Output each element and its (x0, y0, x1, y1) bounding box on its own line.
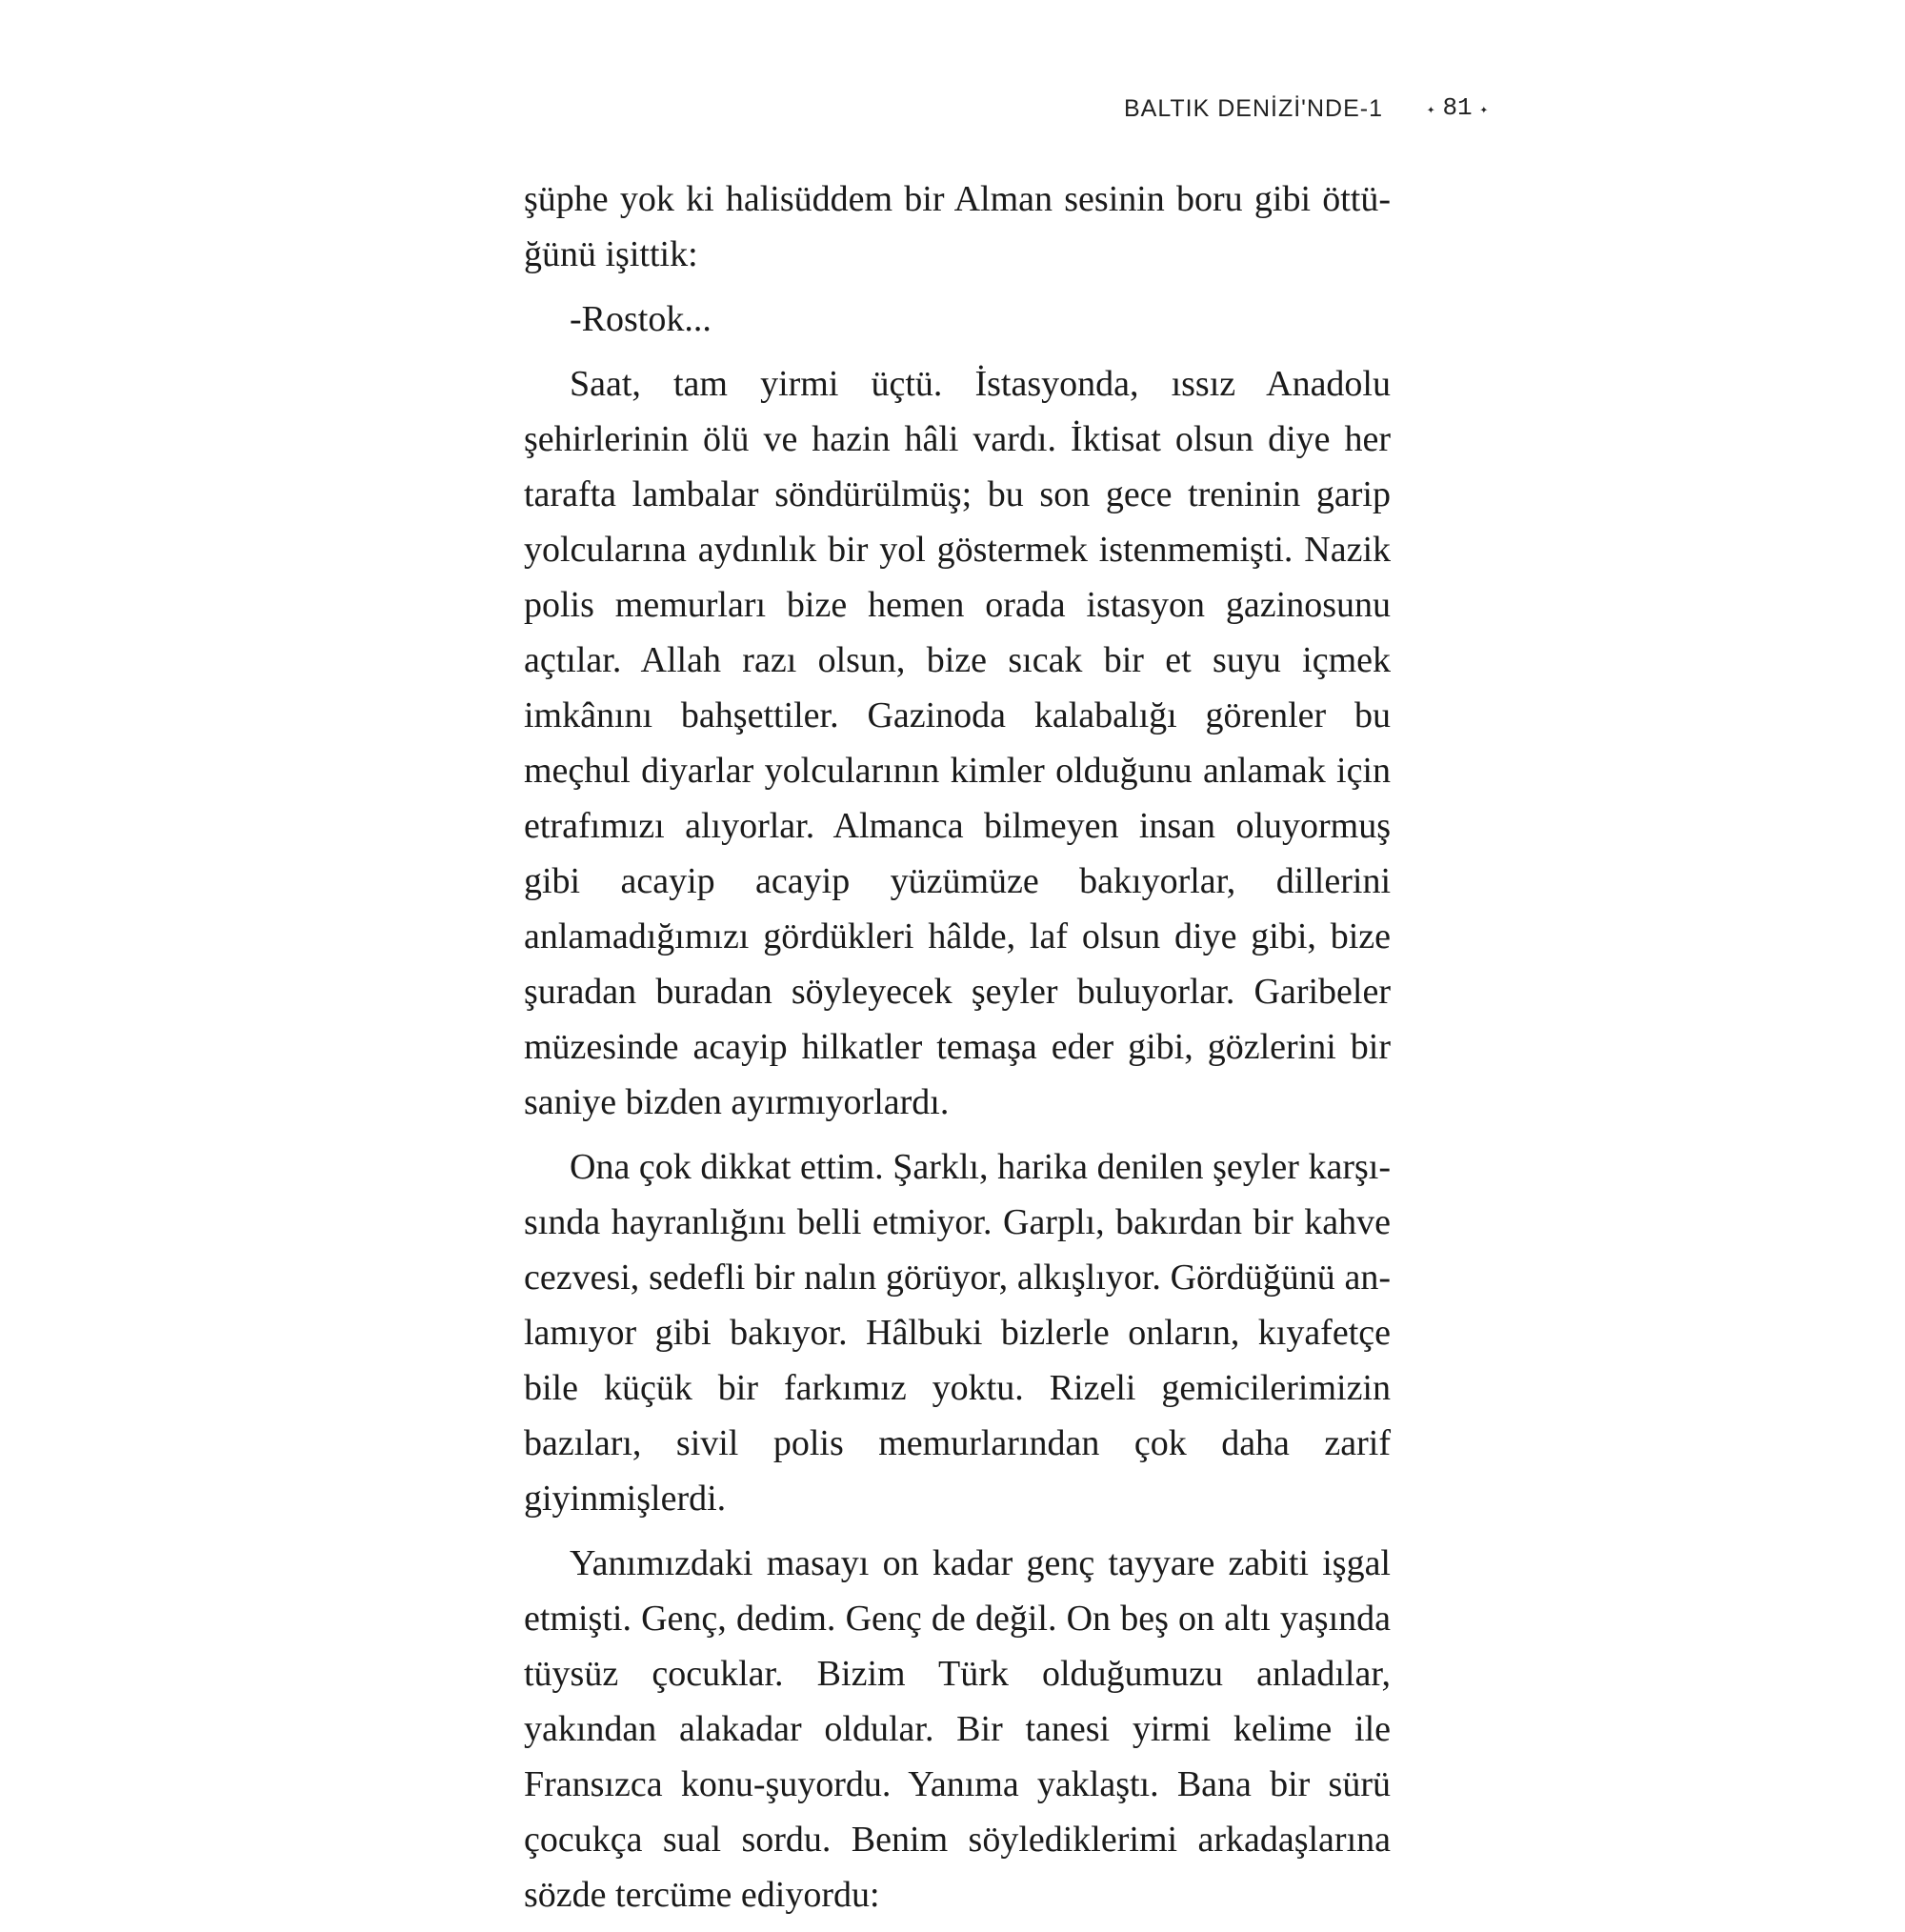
page-number: 81 (1442, 93, 1473, 122)
paragraph-continuation: şüphe yok ki halisüddem bir Alman sesinin boru gibi öttü-ğünü işittik: (524, 179, 1391, 274)
page-number-group (1419, 93, 1495, 122)
paragraph: Saat, tam yirmi üçtü. İstasyonda, ıssız Anadolu şehirlerinin ölü ve hazin hâli vardı. İktisat olsun diye her tarafta lambalar söndürülmüş; bu son gece treninin garip yolcularına aydınlık bir yol göstermek istenmemişti. Nazik polis memurları bize hemen orada istasyon gazinosunu açtılar. Allah razı olsun, bize sıcak bir et suyu içmek imkânını bahşettiler. Gazinoda kalabalığı görenler bu meçhul diyarlar yolcularının kimler olduğunu anlamak için etrafımızı alıyorlar. Almanca bilmeyen insan oluyormuş gibi acayip acayip yüzümüze bakıyorlar, dillerini anlamadığımızı gördükleri hâlde, laf olsun diye gibi, bize şuradan buradan söyleyecek şeyler buluyorlar. Garibeler müzesinde acayip hilkatler temaşa eder gibi, gözlerini bir saniye bizden ayırmıyorlardı. (524, 364, 1391, 1122)
paragraph-dialogue: -Rostok... (570, 299, 712, 339)
paragraph: Ona çok dikkat ettim. Şarklı, harika denilen şeyler karşı-sında hayranlığını belli etmiyor. Garplı, bakırdan bir kahve cezvesi, sedefli bir nalın görüyor, alkışlıyor. Gördüğünü an-lamıyor gibi bakıyor. Hâlbuki bizlerle onların, kıyafetçe bile küçük bir farkımız yoktu. Rizeli gemicilerimizin bazıları, sivil polis memurlarından çok daha zarif giyinmişlerdi. (524, 1147, 1391, 1519)
ornament-left-icon: ✦ (1427, 102, 1435, 118)
paragraph: Yanımızdaki masayı on kadar genç tayyare zabiti işgal etmişti. Genç, dedim. Genç de değil. On beş on altı yaşında tüysüz çocuklar. Bizim Türk olduğumuzu anladılar, yakından alakadar oldular. Bir tanesi yirmi kelime ile Fransızca konu-şuyordu. Yanıma yaklaştı. Bana bir sürü çocukça sual sordu. Benim söylediklerimi arkadaşlarına sözde tercüme ediyordu: (524, 1543, 1391, 1915)
running-title: BALTIK DENİZİ'NDE-1 (1124, 95, 1383, 122)
body-text (524, 171, 1391, 1932)
ornament-right-icon: ✦ (1479, 102, 1489, 118)
